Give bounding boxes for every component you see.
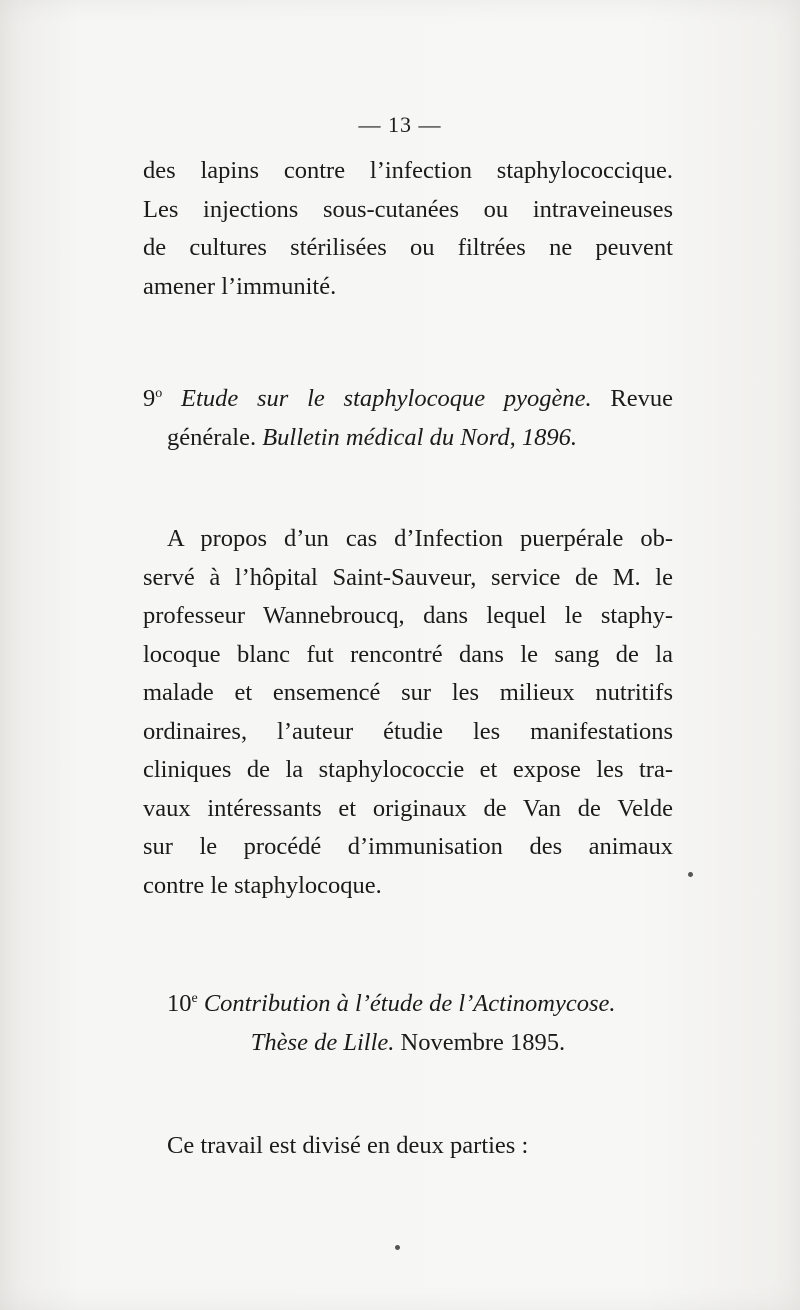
entry-ordinal: e [191,990,198,1006]
text-line: A propos d’un cas d’Infection puerpérale ob- [167,525,673,552]
paragraph-2 [143,520,673,905]
entry-journal: Bulletin médical du Nord, 1896. [262,423,578,451]
text-line: vaux intéressants et originaux de Van de Velde [143,794,673,822]
bibliography-entry-10 [143,985,673,1062]
entry-ordinal: o [155,385,163,401]
text-line: professeur Wannebroucq, dans lequel le staphy- [143,602,673,629]
entry-10-line-1 [143,985,673,1024]
ink-speck [688,872,693,877]
text-line: sur le procédé d’immunisation des animaux [143,833,673,860]
text-line: malade et ensemencé sur les milieux nutritifs [143,679,673,706]
text-line: locoque blanc fut rencontré dans le sang de la [143,640,673,668]
entry-9-line-2 [143,419,673,458]
entry-title: Etude sur le staphylocoque pyogène. [181,385,592,412]
entry-date: Novembre 1895. [394,1028,566,1056]
entry-text: générale. [167,423,263,451]
text-line: cliniques de la staphylococcie et expose les tra- [143,756,673,783]
paragraph-1 [143,152,673,306]
ink-speck [395,1245,400,1250]
entry-number: 10 [167,990,192,1017]
entry-title-suffix: Revue [591,385,674,412]
entry-10-line-2 [143,1024,673,1063]
text-line: servé à l’hôpital Saint-Sauveur, service de M. le [143,563,673,591]
text-line: amener l’immunité. [143,272,337,300]
text-line: de cultures stérilisées ou filtrées ne peuvent [143,234,673,261]
entry-thesis: Thèse de Lille. [250,1028,395,1056]
text-line: Les injections sous-cutanées ou intraveineuses [143,195,673,223]
page-number: — 13 — [358,112,442,137]
text-line: ordinaires, l’auteur étudie les manifestations [143,717,673,745]
text-line: des lapins contre l’infection staphylococcique. [143,157,673,184]
text-line: Ce travail est divisé en deux parties : [167,1132,529,1159]
bibliography-entry-9 [143,380,673,457]
entry-number: 9 [143,385,156,412]
entry-title: Contribution à l’étude de l’Actinomycose. [203,990,616,1017]
paragraph-3 [143,1127,673,1166]
entry-9-line-1 [143,380,673,419]
text-line: contre le staphylocoque. [143,871,382,899]
